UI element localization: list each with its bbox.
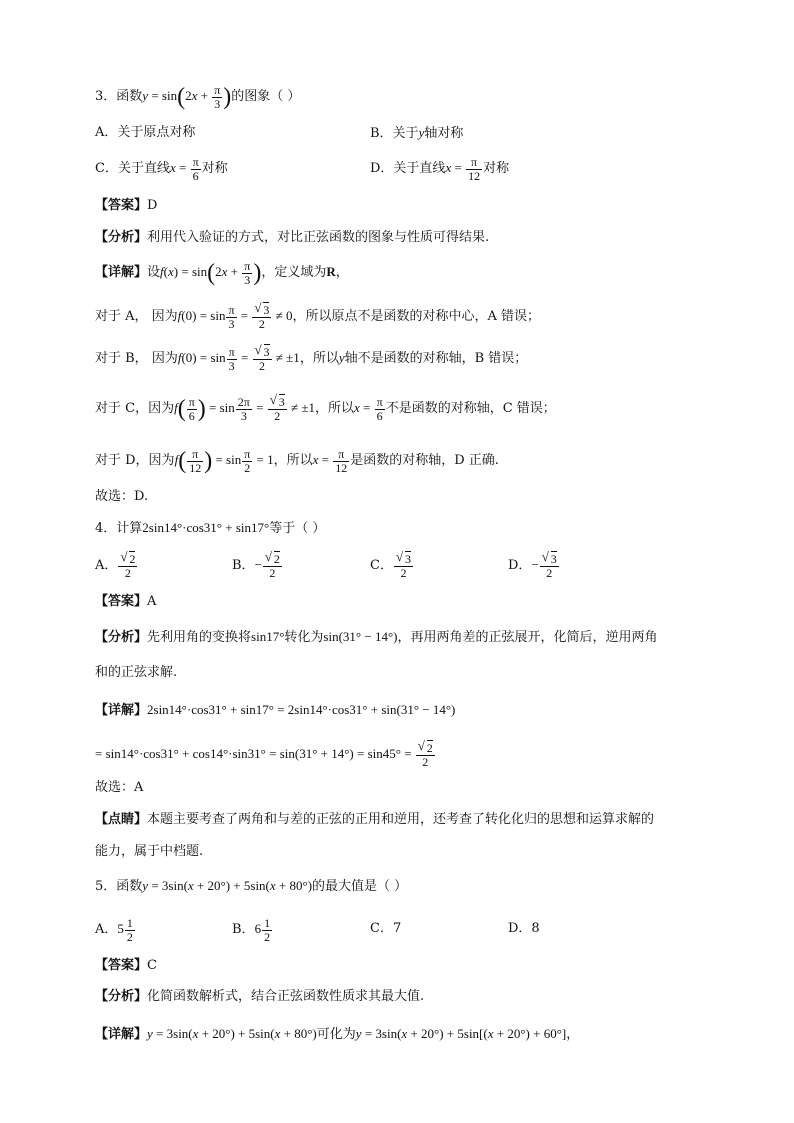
q4-option-b: B．− √ $\frac{2}{2}$: [232, 553, 283, 579]
q4-analysis: 【分析】先利用角的变换将sin17°转化为sin(31° − 14°)，再用两角差的正弦展开，化简后，逆用两角: [95, 629, 658, 645]
q4-stem: 4．计算2sin14°·cos31° + sin17°等于（ ）: [95, 520, 326, 536]
q4-comment-line2: 能力，属于中档题.: [95, 844, 204, 859]
q3-stem-post: 的图象（ ）: [231, 89, 301, 105]
q3-choose: 故选：D.: [95, 489, 149, 504]
q3-formula: y = sin(2x + $\frac{\pi}{3}$ ): [142, 83, 232, 111]
q3-check-d: 对于 D，因为f( $\frac{\pi}{12}$ ) = sin $\frac{\pi}{2}$ = 1，所以x = $\frac{\pi}{12}$ 是函数的对称轴，D 正确.: [95, 447, 499, 475]
q3-option-d: D．关于直线x = $\frac{\pi}{12}$ 对称: [370, 155, 510, 183]
q3-option-a: A．关于原点对称: [95, 125, 196, 140]
q5-answer: 【答案】C: [95, 958, 157, 973]
q3-check-b: 对于 B， 因为f(0) = sin $\frac{\pi}{3}$ = √ $\frac{3}{2}$ ≠ ±1，所以y轴不是函数的对称轴，B 错误；: [95, 346, 527, 372]
q3-check-c: 对于 C，因为f( $\frac{\pi}{6}$ ) = sin $\frac{2\pi}{3}$ = √ $\frac{3}{2}$ ≠ ±1，所以x = $\frac{\pi}{6}$ 不是函数的对称轴，C 错误；: [95, 396, 556, 422]
q5-option-b: B．6 $\frac{1}{2}$: [232, 916, 271, 944]
q4-choose: 故选：A: [95, 780, 144, 795]
q3-answer: 【答案】D: [95, 198, 158, 213]
q4-option-c: C． √ $\frac{3}{2}$: [370, 553, 414, 579]
q3-detail: 【详解】设f(x) = sin(2x + $\frac{\pi}{3}$ )，定义域为R，: [95, 259, 349, 287]
q4-analysis-line2: 和的正弦求解.: [95, 665, 178, 680]
q4-comment: 【点睛】本题主要考查了两角和与差的正弦的正用和逆用，还考查了转化化归的思想和运算求解的: [95, 812, 655, 827]
q5-option-c: C．7: [370, 921, 402, 936]
q4-answer: 【答案】A: [95, 594, 157, 609]
q4-detail: 【详解】2sin14°·cos31° + sin17° = 2sin14°·cos31° + sin(31° − 14°): [95, 702, 456, 718]
q5-option-d: D．8: [508, 921, 540, 936]
q3-analysis: 【分析】利用代入验证的方式，对比正弦函数的图象与性质可得结果.: [95, 230, 490, 245]
q5-option-a: A．5 $\frac{1}{2}$: [95, 916, 133, 944]
q3-option-b: B．关于y轴对称: [370, 125, 464, 141]
q3-stem-pre: 3．函数: [95, 89, 143, 105]
q5-analysis: 【分析】化简函数解析式，结合正弦函数性质求其最大值.: [95, 989, 425, 1004]
q3-stem: [95, 84, 300, 110]
q5-stem: 5．函数y = 3sin(x + 20°) + 5sin(x + 80°)的最大值是（ ）: [95, 878, 408, 894]
q4-detail-line2: = sin14°·cos31° + cos14°·sin31° = sin(31° + 14°) = sin45° = √ $\frac{2}{2}$: [95, 742, 436, 768]
q3-check-a: 对于 A， 因为f(0) = sin $\frac{\pi}{3}$ = √ $\frac{3}{2}$ ≠ 0，所以原点不是函数的对称中心，A 错误；: [95, 304, 540, 330]
q5-detail: 【详解】y = 3sin(x + 20°) + 5sin(x + 80°)可化为y = 3sin(x + 20°) + 5sin[(x + 20°) + 60°]，: [95, 1026, 580, 1042]
q4-option-d: D．− √ $\frac{3}{2}$: [508, 553, 560, 579]
q4-option-a: A． √ $\frac{2}{2}$: [95, 553, 138, 579]
q3-option-c: C．关于直线x = $\frac{\pi}{6}$ 对称: [95, 155, 228, 183]
